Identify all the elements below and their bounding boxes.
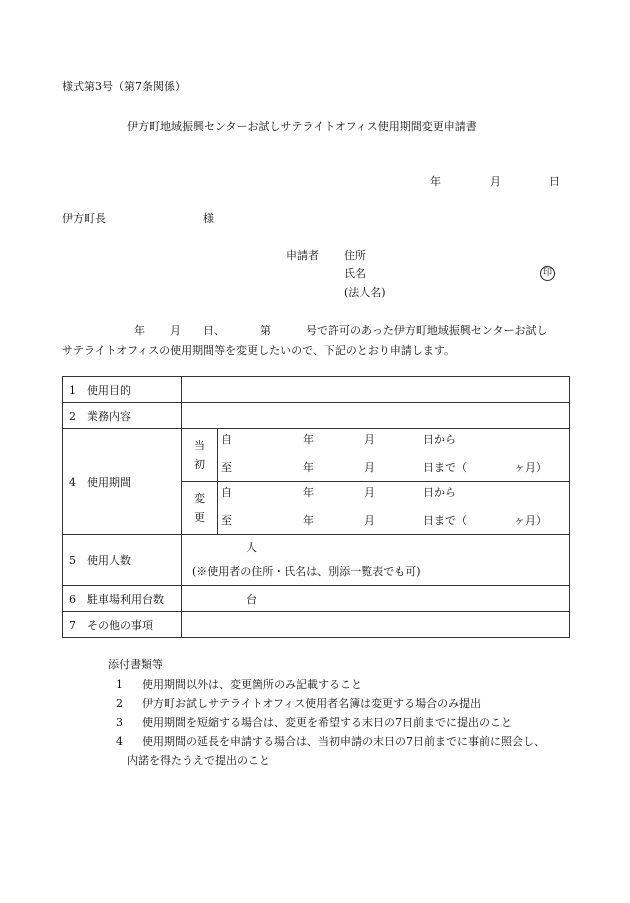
attachment-text: 使用期間以外は、変更箇所のみ記載すること [142,678,362,691]
addressee-name: 伊方町長 [62,212,106,225]
body-month: 月 [170,324,181,337]
other-value [182,612,570,638]
changed-to-day: 日まで（ [423,514,467,527]
attachment-number: 2 [116,697,123,710]
initial-label-cell [182,429,218,482]
attachment-number: 3 [116,716,123,729]
body-day: 日、 [203,324,225,337]
attachment-text: 使用期間の延長を申請する場合は、当初申請の末日の7日前までに事前に照会し、 [142,735,545,748]
changed-from-year: 年 [303,486,314,499]
seal-mark: 印 [540,266,555,281]
change-label-char-1: 変 [194,492,205,505]
initial-label-char-1: 当 [194,439,205,452]
initial-to-day: 日まで（ [423,461,467,474]
table-row [63,377,570,403]
body-year: 年 [134,324,145,337]
users-unit: 人 [246,541,257,554]
parking-value [182,586,570,612]
initial-from-label: 自 [221,433,232,446]
initial-to-month: 月 [364,461,375,474]
body-line2: サテライトオフィスの使用期間等を変更したいので、下記のとおり申請します。 [62,344,456,357]
table-row [63,586,570,612]
other-label: 7 その他の事項 [63,612,182,638]
initial-from-day: 日から [423,433,456,446]
changed-to-year: 年 [303,514,314,527]
business-label: 2 業務内容 [63,403,182,429]
parking-label: 6 駐車場利用台数 [63,586,182,612]
date-day: 日 [549,175,560,188]
changed-from-month: 月 [364,486,375,499]
initial-to-year: 年 [303,461,314,474]
initial-months: ヶ月） [514,461,547,474]
users-value [182,535,570,586]
body-number-prefix: 第 [260,324,271,337]
changed-to-month: 月 [364,514,375,527]
attachment-text: 使用期間を短縮する場合は、変更を希望する末日の7日前までに提出のこと [142,716,512,729]
table-row [63,403,570,429]
table-row [63,612,570,638]
change-label-cell [182,482,218,535]
users-note: (※使用者の住所・氏名は、別添一覧表でも可) [192,565,421,578]
attachment-number: 4 [116,735,123,748]
table-row [63,429,570,482]
body-line1: 号で許可のあった伊方町地域振興センターお試し [306,324,548,337]
initial-from-month: 月 [364,433,375,446]
initial-to-label: 至 [221,461,232,474]
attachment-text-continued: 内諾を得たうえで提出のこと [127,754,270,767]
applicant-label: 申請者 [286,249,319,262]
attachment-text: 伊方町お試しサテライトオフィス使用者名簿は変更する場合のみ提出 [142,697,482,710]
attachment-number: 1 [116,678,123,691]
address-label: 住所 [344,249,366,262]
initial-label-char-2: 初 [194,458,205,471]
changed-from-day: 日から [423,486,456,499]
changed-to-label: 至 [221,514,232,527]
change-label-char-2: 更 [194,511,205,524]
name-label: 氏名 [344,267,366,280]
purpose-label: 1 使用目的 [63,377,182,403]
changed-from-label: 自 [221,486,232,499]
period-label: 4 使用期間 [63,429,182,535]
changed-months: ヶ月） [514,514,547,527]
form-number: 様式第3号（第7条関係） [62,80,186,93]
table-row [63,535,570,586]
application-table [62,376,570,638]
form-title: 伊方町地域振興センターお試しサテライトオフィス使用期間変更申請書 [127,120,477,133]
date-year: 年 [430,175,441,188]
parking-unit: 台 [246,593,257,606]
addressee-honorific: 様 [203,212,214,225]
changed-period-cell [218,482,570,535]
attachments-heading: 添付書類等 [108,658,163,671]
purpose-value [182,377,570,403]
initial-from-year: 年 [303,433,314,446]
date-month: 月 [490,175,501,188]
corporate-name-label: (法人名) [344,286,386,299]
business-value [182,403,570,429]
initial-period-cell [218,429,570,482]
users-label: 5 使用人数 [63,535,182,586]
